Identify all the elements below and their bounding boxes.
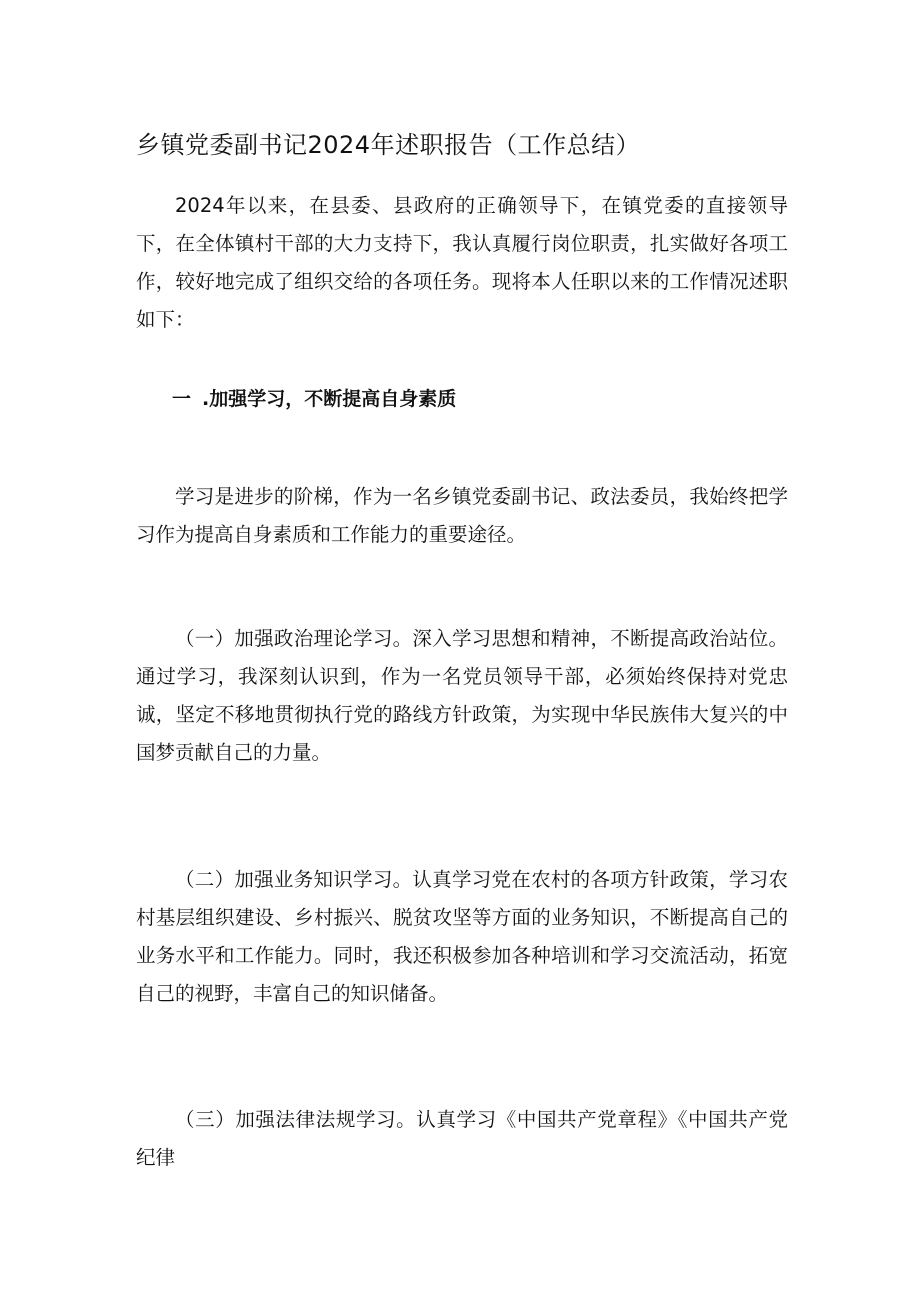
subsection-paragraph-1: （一）加强政治理论学习。深入学习思想和精神，不断提高政治站位。通过学习，我深刻认识到，作为一名党员领导干部，必须始终保持对党忠诚，坚定不移地贯彻执行党的路线方针政策，为实现中华民族伟大复兴的中国梦贡献自己的力量。 bbox=[136, 627, 788, 764]
subsection-paragraph-2: （二）加强业务知识学习。认真学习党在农村的各项方针政策，学习农村基层组织建设、乡村振兴、脱贫攻坚等方面的业务知识，不断提高自己的业务水平和工作能力。同时，我还积极参加各种培训和学习交流活动，拓宽自己的视野，丰富自己的知识储备。 bbox=[136, 868, 788, 1005]
document-title: 乡镇党委副书记2024年述职报告（工作总结） bbox=[136, 131, 641, 159]
section-heading-text: .加强学习，不断提高自身素质 bbox=[202, 388, 457, 410]
section-heading bbox=[172, 384, 456, 414]
section-number: 一 bbox=[172, 388, 192, 410]
subsection-paragraph-3: （三）加强法律法规学习。认真学习《中国共产党章程》《中国共产党纪律 bbox=[136, 1108, 788, 1169]
section-lead-paragraph: 学习是进步的阶梯，作为一名乡镇党委副书记、政法委员，我始终把学习作为提高自身素质和工作能力的重要途径。 bbox=[136, 485, 788, 546]
intro-paragraph: 2024年以来，在县委、县政府的正确领导下，在镇党委的直接领导下，在全体镇村干部的大力支持下，我认真履行岗位职责，扎实做好各项工作，较好地完成了组织交给的各项任务。现将本人任职以来的工作情况述职如下： bbox=[136, 194, 788, 331]
